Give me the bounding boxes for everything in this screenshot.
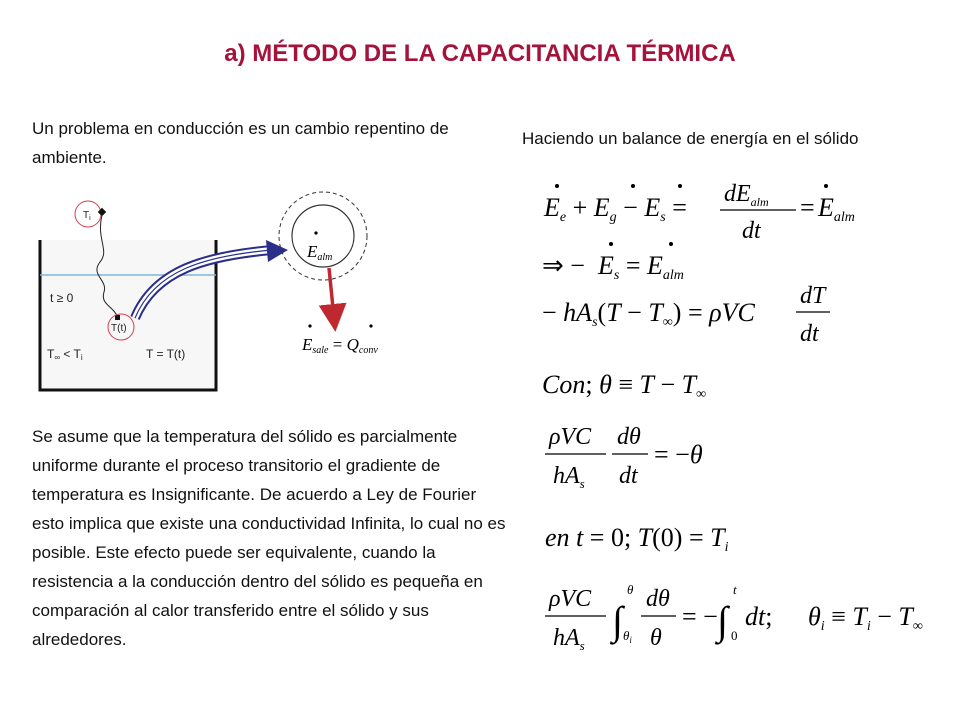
ti-label: $T_i$ bbox=[83, 210, 91, 222]
equation-initial bbox=[545, 523, 729, 555]
time-label: t ≥ 0 bbox=[50, 291, 74, 305]
svg-text:dEalm: $dE_{alm}$ bbox=[724, 181, 769, 209]
equation-convection bbox=[542, 283, 830, 347]
svg-text:t: t bbox=[733, 582, 737, 597]
slide-title: a) MÉTODO DE LA CAPACITANCIA TÉRMICA bbox=[224, 40, 736, 67]
equations bbox=[542, 181, 923, 653]
equation-theta-def bbox=[542, 370, 706, 402]
intro-paragraph: Un problema en conducción es un cambio repentino de ambiente. bbox=[32, 119, 449, 167]
thermocouple-tip bbox=[115, 315, 120, 320]
svg-text:en t = 0; T(0) = Ti: en t = 0; T(0) = Ti bbox=[545, 523, 729, 555]
svg-text:Ee + Eg − Es =: Ee + Eg − Es = bbox=[544, 193, 687, 225]
svg-text:∫: ∫ bbox=[612, 598, 623, 643]
svg-text:dθ: dθ bbox=[617, 424, 641, 450]
svg-text:ρVC: ρVC bbox=[549, 586, 592, 612]
svg-text:⇒ −: ⇒ − bbox=[542, 251, 585, 280]
svg-text:=: = bbox=[800, 193, 815, 222]
svg-text:∫: ∫ bbox=[717, 598, 728, 643]
esale-equation: Esale = Qconv bbox=[302, 335, 378, 356]
svg-text:θ: θ bbox=[627, 582, 634, 597]
svg-text:θi: $\theta_i$ bbox=[623, 628, 632, 645]
svg-text:dt: dt bbox=[742, 218, 761, 244]
assumption-paragraph: Se asume que la temperatura del sólido es parcialmente uniforme durante el proceso transitorio el gradiente de temperatura es Insignificante. De acuerdo a Ley de Fourier esto implica que existe una conductividad Infinita, lo cual no es posible. Este efecto puede ser equivalente, cuando la resistencia a la conducción dentro del sólido es pequeña en comparación al calor transferido entre el sólido y sus alrededores. bbox=[32, 427, 506, 649]
t-equals-label: T = T(t) bbox=[146, 347, 186, 361]
svg-text:= −: = − bbox=[682, 602, 718, 631]
svg-text:dt;: dt; bbox=[745, 602, 773, 631]
svg-text:Es = Ealm: Es = Ealm bbox=[598, 251, 684, 283]
svg-text:ρVC: ρVC bbox=[549, 424, 592, 450]
svg-text:dθ: dθ bbox=[646, 586, 670, 612]
equation-implication bbox=[542, 242, 684, 283]
svg-text:θi ≡ Ti − T∞: θi ≡ Ti − T∞ bbox=[808, 602, 923, 634]
thermocouple-diamond bbox=[98, 208, 106, 216]
svg-text:0: 0 bbox=[731, 628, 738, 643]
tinf-label: T∞ < Ti bbox=[47, 347, 83, 362]
svg-text:Con; θ ≡ T − T∞: Con; θ ≡ T − T∞ bbox=[542, 370, 707, 402]
ealm-label: Ealm bbox=[307, 242, 333, 263]
svg-text:θ: θ bbox=[650, 625, 662, 651]
balance-caption: Haciendo un balance de energía en el sólido bbox=[522, 129, 859, 148]
heat-out-arrow bbox=[329, 268, 334, 318]
equation-energy-balance bbox=[543, 181, 855, 244]
equation-integral bbox=[545, 582, 923, 653]
svg-text:hAs: $hA_s$ bbox=[553, 463, 585, 491]
svg-text:dT: dT bbox=[800, 283, 826, 309]
container-diagram bbox=[38, 201, 218, 390]
svg-text:= −θ: = −θ bbox=[654, 440, 703, 469]
svg-text:dt: dt bbox=[619, 463, 638, 489]
svg-text:hAs: $hA_s$ bbox=[553, 625, 585, 653]
equation-ode bbox=[545, 424, 703, 491]
svg-text:dt: dt bbox=[800, 321, 819, 347]
solid-diagram bbox=[279, 192, 378, 356]
svg-text:Ealm: Ealm bbox=[818, 193, 855, 225]
svg-text:− hAs(T − T∞) = ρVC: − hAs(T − T∞) = ρVC bbox=[542, 298, 755, 330]
tt-label: T(t) bbox=[111, 323, 127, 334]
